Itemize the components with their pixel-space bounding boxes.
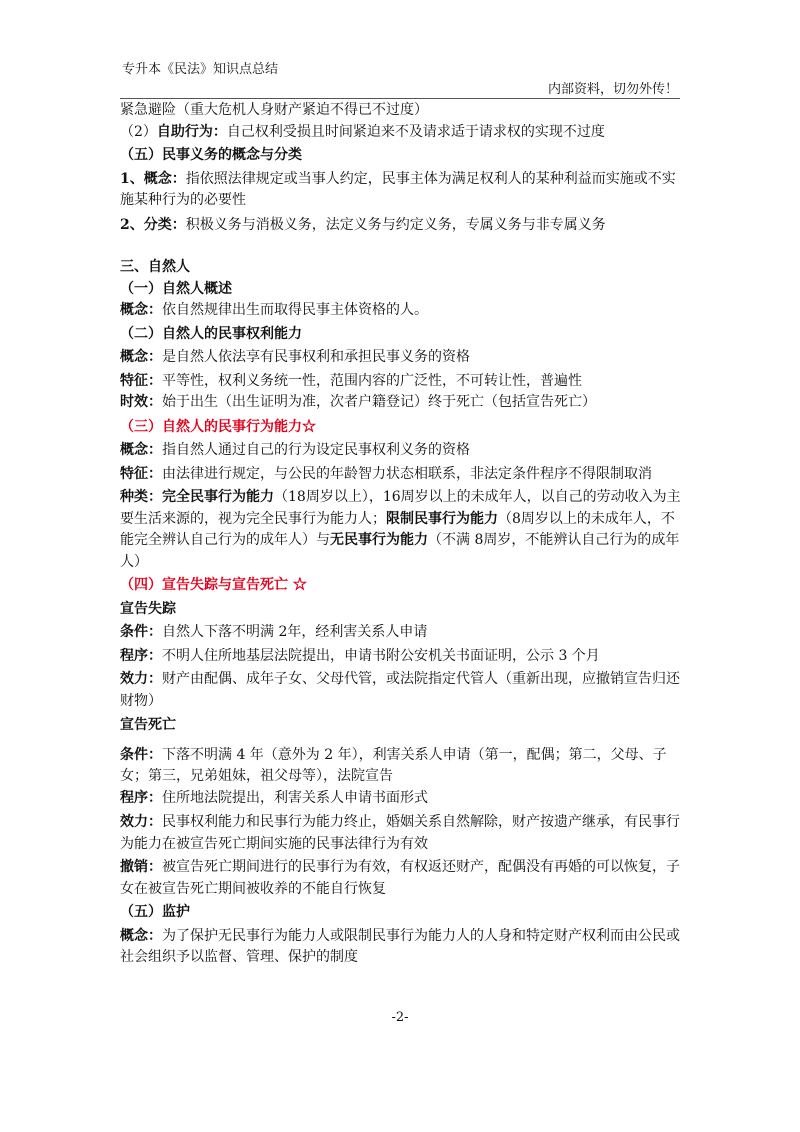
- text: 被宣告死亡期间进行的民事行为有效，有权返还财产，配偶没有再婚的可以恢复，子女在被宣告死亡期间被收养的不能自行恢复: [120, 859, 680, 897]
- paragraph: [120, 215, 682, 237]
- text: 自己权利受损且时间紧迫来不及请求适于请求权的实现不过度: [226, 123, 605, 140]
- paragraph: [120, 487, 682, 573]
- text: 为了保护无民事行为能力人或限制民事行为能力人的人身和特定财产权利而由公民或社会组织予以监督、管理、保护的制度: [120, 927, 680, 965]
- term: 程序：: [120, 789, 162, 806]
- paragraph: [120, 464, 682, 486]
- section-heading-highlight: （三）自然人的民事行为能力☆: [120, 418, 316, 435]
- section-heading: （五）监护: [120, 904, 190, 920]
- text: 是自然人依法享有民事权利和承担民事义务的资格: [162, 349, 470, 365]
- term: 限制民事行为能力: [386, 510, 498, 527]
- term: 自助行为：: [156, 123, 227, 140]
- paragraph: [120, 812, 682, 855]
- paragraph: [120, 371, 682, 393]
- paragraph: [120, 347, 682, 369]
- paragraph: [120, 646, 682, 668]
- term: 效力：: [120, 671, 162, 687]
- text: 由法律进行规定，与公民的年龄智力状态相联系，非法定条件程序不得限制取消: [162, 465, 652, 482]
- paragraph: [120, 788, 682, 810]
- paragraph: [120, 669, 682, 712]
- term: 时效：: [120, 394, 162, 410]
- section-heading: （五）民事义务的概念与分类: [120, 147, 302, 163]
- chapter-heading: 三、自然人: [120, 259, 190, 275]
- section-heading-highlight: （四）宣告失踪与宣告死亡 ☆: [120, 577, 307, 593]
- term: 2、分类：: [120, 216, 186, 233]
- text: （不满 8周岁，不能辨认自己行为的成年人）: [120, 532, 680, 570]
- text: 依自然规律出生而取得民事主体资格的人。: [162, 302, 428, 318]
- text: 指依照法律规定或当事人约定，民事主体为满足权利人的某种利益而实施或不实施某种行为的必要性: [120, 170, 676, 208]
- paragraph: [120, 169, 682, 212]
- term: 1、概念：: [120, 170, 186, 187]
- text: （18周岁以上），16周岁以上的未成年人，以自己的劳动收入为主要生活来源的，视为完全民事行为能力人；: [120, 489, 681, 527]
- text: 指自然人通过自己的行为设定民事权利义务的资格: [162, 442, 470, 458]
- term: 种类：: [120, 489, 162, 505]
- text: 住所地法院提出，利害关系人申请书面形式: [162, 789, 428, 806]
- term: 概念：: [120, 302, 162, 318]
- text: 自然人下落不明满 2年，经利害关系人申请: [162, 624, 428, 640]
- section-heading: （一）自然人概述: [120, 280, 232, 297]
- paragraph: [120, 926, 682, 969]
- text: 平等性，权利义务统一性，范围内容的广泛性，不可转让性，普遍性: [162, 372, 582, 389]
- text: 财产由配偶、成年子女、父母代管，或法院指定代管人（重新出现，应撤销宣告归还财物）: [120, 671, 680, 709]
- paragraph: 紧急避险（重大危机人身财产紧迫不得已不过度）: [120, 102, 428, 118]
- document-body: [120, 100, 682, 969]
- term: 概念：: [120, 349, 162, 365]
- paragraph: [120, 745, 682, 788]
- header-divider: [120, 98, 680, 99]
- header-title: 专升本《民法》知识点总结: [122, 62, 279, 77]
- page-number: -2-: [391, 1010, 409, 1025]
- term: 特征：: [120, 372, 162, 389]
- text: 积极义务与消极义务，法定义务与约定义务，专属义务与非专属义务: [185, 216, 606, 233]
- header-notice: 内部资料，切勿外传！: [547, 82, 678, 97]
- term: 效力：: [120, 814, 162, 830]
- text: 下落不明满 4 年（意外为 2 年），利害关系人申请（第一，配偶；第二，父母、子女；第三，兄弟姐妹，祖父母等），法院宣告: [120, 746, 667, 784]
- subheading: 宣告死亡: [120, 717, 176, 733]
- term: 条件：: [120, 746, 162, 763]
- term: 条件：: [120, 624, 162, 640]
- paragraph: [120, 440, 682, 462]
- subheading: 宣告失踪: [120, 600, 176, 617]
- term: 无民事行为能力: [330, 532, 428, 548]
- paragraph: [120, 622, 682, 644]
- term: 撤销：: [120, 859, 162, 875]
- term: 完全民事行为能力: [162, 489, 274, 505]
- text: 始于出生（出生证明为准，次者户籍登记）终于死亡（包括宣告死亡）: [162, 394, 596, 410]
- paragraph: [120, 392, 682, 414]
- text: 不明人住所地基层法院提出，申请书附公安机关书面证明，公示 3 个月: [162, 647, 600, 664]
- paragraph: [120, 122, 682, 144]
- text: （2）: [120, 123, 157, 140]
- term: 概念：: [120, 927, 162, 944]
- paragraph: [120, 300, 682, 322]
- paragraph: [120, 857, 682, 900]
- term: 概念：: [120, 442, 162, 458]
- text: （8周岁以上的未成年人，不能完全辨认自己行为的成年人）与: [120, 510, 675, 548]
- term: 特征：: [120, 465, 162, 482]
- text: 民事权利能力和民事行为能力终止，婚姻关系自然解除，财产按遗产继承，有民事行为能力在被宣告死亡期间实施的民事法律行为有效: [120, 814, 680, 852]
- section-heading: （二）自然人的民事权利能力: [120, 325, 302, 342]
- term: 程序：: [120, 647, 162, 664]
